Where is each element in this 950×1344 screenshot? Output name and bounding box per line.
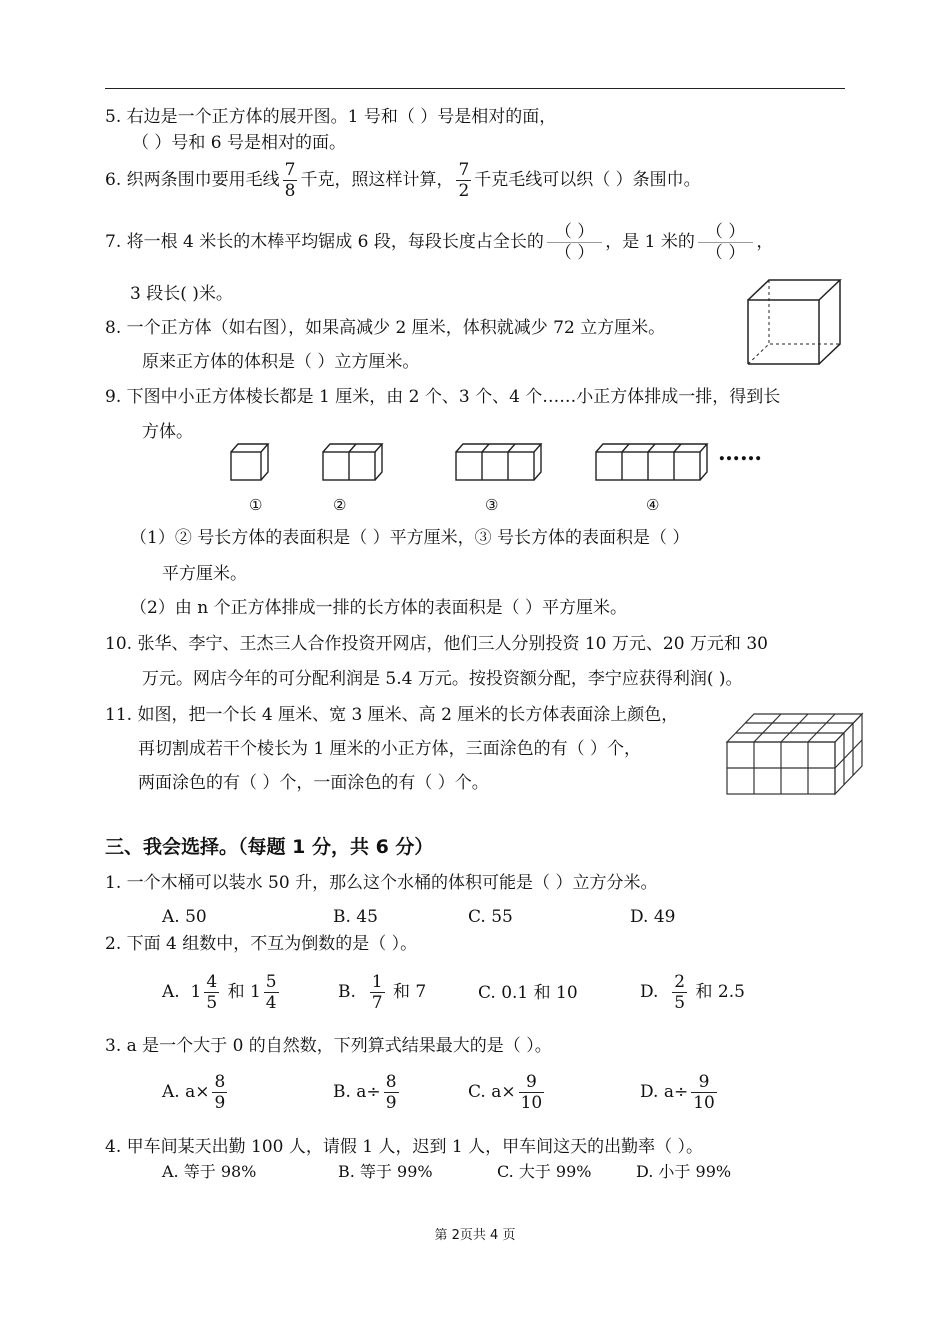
q8-line2: 原来正方体的体积是（ ）立方厘米。 — [142, 352, 420, 372]
q7-line1 — [105, 222, 773, 263]
q6-line — [105, 160, 701, 201]
c2-d-d: 5 — [674, 993, 686, 1013]
c2-d-rest: 和 2.5 — [695, 982, 745, 1002]
c3-d-n: 9 — [691, 1072, 717, 1093]
c2-option-a — [162, 972, 282, 1013]
c3-b-fraction — [384, 1072, 399, 1113]
q9-line2: 方体。 — [142, 422, 193, 442]
c2-option-b — [338, 972, 426, 1013]
q11-line2: 再切割成若干个棱长为 1 厘米的小正方体，三面涂色的有（ ）个， — [138, 739, 642, 759]
c2-option-d — [640, 972, 745, 1013]
c2-d-label: D. — [640, 982, 659, 1002]
c2-a-d1: 5 — [206, 993, 218, 1013]
c3-stem: 3. a 是一个大于 0 的自然数，下列算式结果最大的是（ ）。 — [105, 1036, 552, 1056]
c1-stem: 1. 一个木桶可以装水 50 升，那么这个水桶的体积可能是（ ）立方分米。 — [105, 873, 658, 893]
c2-b-n: 1 — [371, 972, 383, 992]
grid-box-figure — [725, 712, 865, 798]
c3-c-prefix: C. a× — [468, 1082, 516, 1102]
q9-label-2: ② — [333, 496, 347, 514]
q9-ellipsis: …… — [718, 440, 762, 466]
section3-title: 三、我会选择。（每题 1 分，共 6 分） — [105, 836, 434, 858]
q6-fraction-2 — [456, 160, 471, 201]
c3-c-d: 10 — [520, 1093, 543, 1113]
q8-line1: 8. 一个正方体（如右图），如果高减少 2 厘米，体积就减少 72 立方厘米。 — [105, 318, 666, 338]
c4-option-a: A. 等于 98% — [162, 1162, 257, 1181]
c2-a-fraction-2 — [264, 972, 279, 1013]
c2-stem: 2. 下面 4 组数中，不互为倒数的是（ ）。 — [105, 934, 418, 954]
c2-a-fraction-1 — [204, 972, 219, 1013]
q6-fraction-1 — [283, 160, 298, 201]
c2-d-fraction — [672, 972, 687, 1013]
q7-blank-fraction-1 — [547, 222, 602, 263]
c2-a-n2: 5 — [265, 972, 277, 992]
q6-f1-numerator: 7 — [284, 160, 296, 180]
q11-line1: 11. 如图，把一个长 4 厘米、宽 3 厘米、高 2 厘米的长方体表面涂上颜色， — [105, 705, 679, 725]
c3-b-n: 8 — [385, 1072, 397, 1092]
c4-option-c: C. 大于 99% — [497, 1162, 592, 1181]
cube-rows-figure — [228, 440, 788, 490]
q10-line1: 10. 张华、李宁、王杰三人合作投资开网店，他们三人分别投资 10 万元、20 万元和 30 — [105, 634, 768, 654]
q5-line1: 5. 右边是一个正方体的展开图。1 号和（ ）号是相对的面， — [105, 107, 557, 127]
c3-option-c — [468, 1072, 547, 1113]
c3-b-d: 9 — [385, 1093, 397, 1113]
q5-line2: （ ）号和 6 号是相对的面。 — [132, 133, 347, 153]
cube-row-1 — [231, 444, 268, 480]
q7-b1-denominator: （ ） — [554, 243, 595, 263]
page-footer: 第 2页共 4 页 — [434, 1228, 516, 1243]
c1-option-b: B. 45 — [333, 907, 378, 927]
cube-figure — [745, 276, 845, 368]
c4-option-b: B. 等于 99% — [338, 1162, 433, 1181]
c2-a-n1: 4 — [206, 972, 218, 992]
q9-sub1-line1: （1）② 号长方体的表面积是（ ）平方厘米，③ 号长方体的表面积是（ ） — [130, 528, 690, 548]
c1-option-a: A. 50 — [162, 907, 207, 927]
cube-row-4 — [596, 444, 707, 480]
c2-option-c: C. 0.1 和 10 — [478, 983, 578, 1003]
q7-prefix: 7. 将一根 4 米长的木棒平均锯成 6 段，每段长度占全长的 — [105, 232, 544, 252]
q6-f2-numerator: 7 — [458, 160, 470, 180]
q6-f1-denominator: 8 — [284, 181, 296, 201]
c2-b-rest: 和 7 — [392, 982, 427, 1002]
cube-row-3 — [456, 444, 541, 480]
q6-suffix: 千克毛线可以织（ ）条围巾。 — [474, 170, 701, 190]
q10-line2: 万元。网店今年的可分配利润是 5.4 万元。按投资额分配，李宁应获得利润( )。 — [142, 669, 743, 689]
c2-b-fraction — [370, 972, 385, 1013]
c1-option-c: C. 55 — [468, 907, 513, 927]
c3-option-d — [640, 1072, 720, 1113]
top-rule — [105, 88, 845, 89]
c3-b-prefix: B. a÷ — [333, 1082, 381, 1102]
c1-option-d: D. 49 — [630, 907, 676, 927]
q9-sub1-line2: 平方厘米。 — [162, 564, 247, 584]
c3-option-b — [333, 1072, 402, 1113]
q9-label-4: ④ — [646, 496, 660, 514]
q6-f2-denominator: 2 — [458, 181, 470, 201]
c3-c-n: 9 — [519, 1072, 545, 1093]
q6-mid: 千克，照这样计算， — [300, 170, 454, 190]
q11-line3: 两面涂色的有（ ）个，一面涂色的有（ ）个。 — [138, 773, 489, 793]
c2-d-n: 2 — [674, 972, 686, 992]
q7-b2-denominator: （ ） — [705, 243, 746, 263]
q7-mid: ，是 1 米的 — [605, 232, 695, 252]
c2-a-d2: 4 — [265, 993, 277, 1013]
c2-b-d: 7 — [371, 993, 383, 1013]
c3-a-fraction — [212, 1072, 227, 1113]
c4-option-d: D. 小于 99% — [636, 1162, 732, 1181]
q9-sub2: （2）由 n 个正方体排成一排的长方体的表面积是（ ）平方厘米。 — [130, 598, 627, 618]
q9-line1: 9. 下图中小正方体棱长都是 1 厘米，由 2 个、3 个、4 个……小正方体排成一排，得到长 — [105, 387, 781, 407]
q7-line2: 3 段长( )米。 — [130, 284, 233, 304]
c2-a-whole-2: 1 — [249, 982, 261, 1002]
q7-b1-numerator: （ ） — [547, 222, 602, 243]
q6-prefix: 6. 织两条围巾要用毛线 — [105, 170, 280, 190]
c3-option-a — [162, 1072, 230, 1113]
c3-a-d: 9 — [214, 1093, 226, 1113]
q9-label-3: ③ — [485, 496, 499, 514]
c2-b-label: B. — [338, 982, 356, 1002]
c3-d-prefix: D. a÷ — [640, 1082, 689, 1102]
q9-label-1: ① — [249, 496, 263, 514]
c4-stem: 4. 甲车间某天出勤 100 人，请假 1 人，迟到 1 人，甲车间这天的出勤率（ ）。 — [105, 1137, 704, 1157]
q7-end: ， — [756, 232, 774, 252]
c3-a-prefix: A. a× — [162, 1082, 210, 1102]
c3-d-d: 10 — [693, 1093, 715, 1113]
q7-blank-fraction-2 — [698, 222, 753, 263]
c2-a-and: 和 — [227, 982, 245, 1002]
c2-a-label: A. — [162, 982, 180, 1002]
c2-a-whole-1: 1 — [190, 982, 202, 1002]
c3-a-n: 8 — [214, 1072, 226, 1092]
c3-d-fraction — [691, 1072, 717, 1113]
cube-row-2 — [323, 444, 382, 480]
c3-c-fraction — [519, 1072, 545, 1113]
q7-b2-numerator: （ ） — [698, 222, 753, 243]
